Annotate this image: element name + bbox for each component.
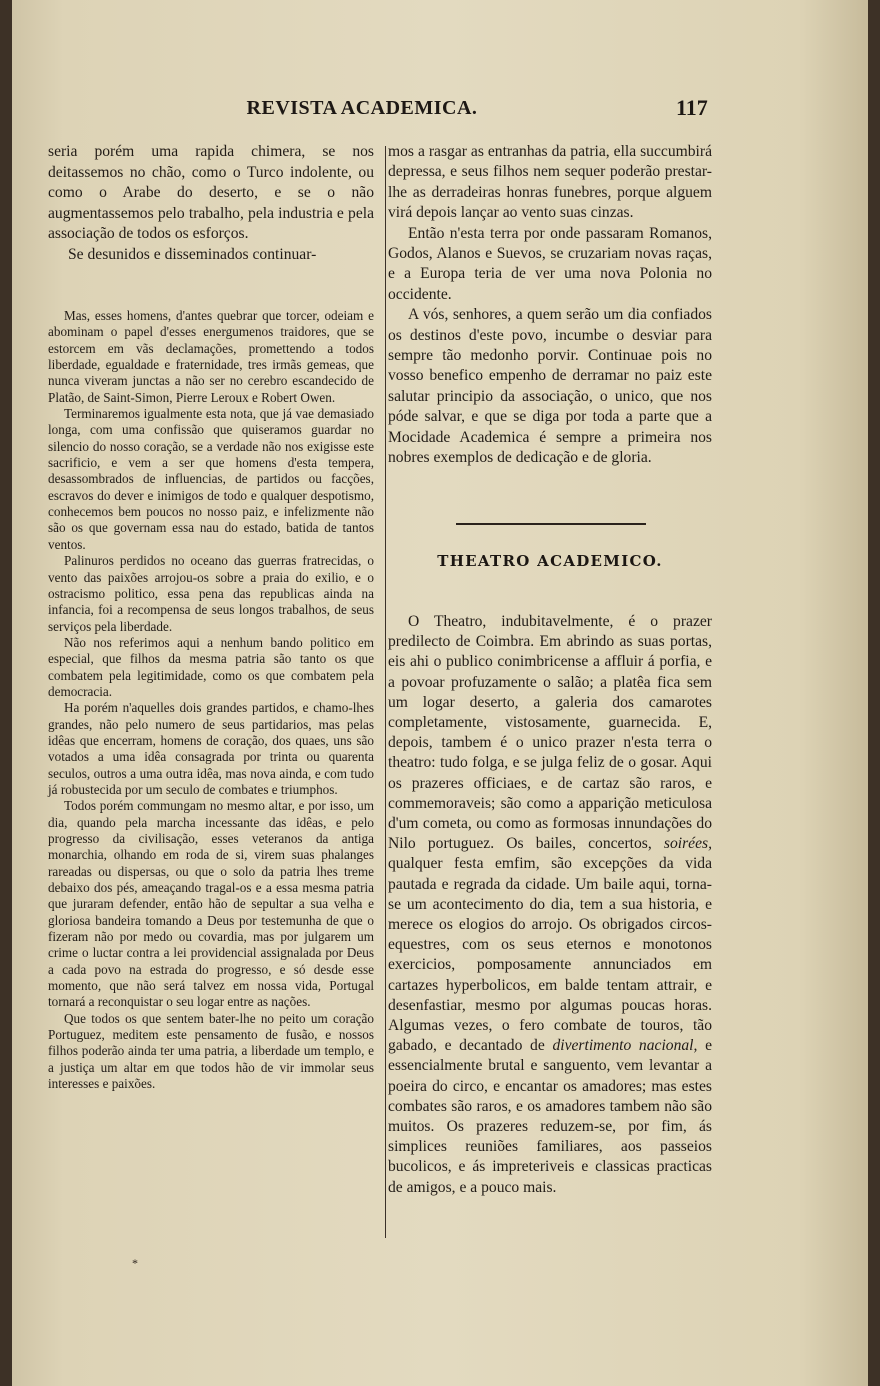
footnote-paragraph: Mas, esses homens, d'antes quebrar que torcer, odeiam e abominam o papel d'esses energumenos traidores, que se estorcem em vãs declamações, promettendo a todos liberdade, egualdade e fraternidade, tres irmãs gemeas, que nunca viveram junctas a não ser no cerebro escandecido de Platão, de Saint-Simon, Pierre Leroux e Robert Owen. — [48, 308, 374, 405]
theatre-article — [388, 612, 712, 1198]
footnote-text — [48, 308, 374, 1093]
paragraph: mos a rasgar as entranhas da patria, ella succumbirá depressa, e seus filhos nem sequer poderão prestar-lhe as derradeiras honras funebres, porque alguem virá depois lançar ao vento suas cinzas. — [388, 143, 712, 222]
column-divider — [385, 146, 386, 1238]
end-asterisk: * — [132, 1256, 138, 1270]
journal-page — [12, 0, 868, 1386]
italic-term: divertimento nacional, — [552, 1037, 698, 1055]
page-number: 117 — [676, 95, 708, 120]
left-column-main-text — [48, 142, 374, 266]
paragraph: seria porém uma rapida chimera, se nos deitassemos no chão, como o Turco indolente, ou como o Arabe do deserto, e se o não augmentassemos pelo trabalho, pela industria e pela associação de todos os esforços. — [48, 143, 374, 243]
footnote-paragraph: Palinuros perdidos no oceano das guerras fratrecidas, o vento das paixões arrojou-os sobre a praia do exilio, e o ostracismo politico, essa pena das republicas ainda na infancia, foi a recompensa de seus longos trabalhos, de seus serviços pela liberdade. — [48, 553, 374, 634]
footnote-paragraph: Todos porém commungam no mesmo altar, e por isso, um dia, quando pela marcha incessante das idêas, e pelo progresso da civilisação, esses veteranos da antiga monarchia, olhando em roda de si, virem suas phalanges rareadas ou dispersas, ou que o solo da patria lhes treme debaixo dos pés, ameaçando tragal-os e a essa mesma patria que juraram defender, então hão de sepultar a sua velha e gloriosa bandeira tomando a Deus por testemunha de que o fizeram não por medo ou covardia, mas por julgarem um crime o luctar contra a lei providencial assignalada por Deus a cada povo na estrada do progresso, e só desde esse momento, que não será talvez em nossa vida, Portugal tornará a reconquistar o seu logar entre as nações. — [48, 798, 374, 1010]
running-header-title: REVISTA ACADEMICA. — [246, 97, 478, 119]
footnote-paragraph: Não nos referimos aqui a nenhum bando politico em especial, que filhos da mesma patria são tanto os que combatem pela legitimidade, como os que combatem pela democracia. — [48, 634, 374, 699]
paragraph: Se desunidos e disseminados continuar- — [68, 245, 317, 263]
text-run: e essencialmente brutal e sanguento, vem levantar a poeira do circo, e encantar os amadores; mas estes combates são raros, e os amadores tambem não são muitos. Os prazeres reduzem-se, por fim, ás simplices reuniões familiares, aos passeios bucolicos, e ás impreteriveis e classicas practicas de amigos, e a pouco mais. — [388, 1037, 712, 1196]
italic-term: soirées, — [663, 835, 712, 853]
footnote-paragraph: Ha porém n'aquelles dois grandes partidos, e chamo-lhes grandes, não pelo numero de seus partidarios, mas pelas idêas que encerram, homens de coração, dos quaes, uns são votados a uma idêa consagrada por trinta ou quarenta seculos, outros a uma outra idêa, mas nova ainda, e com tudo já robustecida por um seculo de combates e triumphos. — [48, 700, 374, 797]
paragraph: A vós, senhores, a quem serão um dia confiados os destinos d'este povo, incumbe o desviar para sempre tão medonho porvir. Continuae pois no vosso benefico empenho de derramar no paiz este salutar principio da associação, o unico, que nos póde salvar, e que se diga por toda a parte que a Mocidade Academica é sempre a primeira nos nobres exemplos de dedicação e de gloria. — [388, 306, 712, 467]
paragraph: Então n'esta terra por onde passaram Romanos, Godos, Alanos e Suevos, se cruzariam novas raças, e a Europa teria de ver uma nova Polonia no occidente. — [388, 224, 712, 303]
section-heading: THEATRO ACADEMICO. — [437, 552, 663, 570]
footnote-paragraph: Que todos os que sentem bater-lhe no peito um coração Portuguez, meditem este pensamento de fusão, e nossos filhos poderão ainda ter uma patria, a liberdade um templo, e a justiça um altar em que todos hão de vir immolar seus interesses e paixões. — [48, 1010, 374, 1092]
paragraph — [388, 612, 712, 1198]
footnote-paragraph: Terminaremos igualmente esta nota, que já vae demasiado longa, com uma confissão que quiseramos guardar no silencio do nosso coração, se a verdade não nos exigisse este sacrificio, e vem a ser que homens d'esta tempera, desassombrados de influencias, de partidos ou facções, escravos do dever e inimigos de todo e qualquer despotismo, conhecemos bem poucos no nosso paiz, e infelizmente não são os que governam essa nau do estado, batida de tantos ventos. — [48, 406, 374, 552]
text-run: O Theatro, indubitavelmente, é o prazer predilecto de Coimbra. Em abrindo as suas portas, eis ahi o publico conimbricense a affluir á porfia, e a povoar profuzamente o salão; a platêa fica sem um logar deserto, a galeria dos camarotes completamente, vistosamente, guarnecida. E, depois, tambem é o unico prazer n'esta terra o theatro: tudo folga, e se julga feliz de o gosar. Aqui os prazeres officiaes, e de cartaz são raros, e commemoraveis; são como a apparição meticulosa d'um cometa, ou como as formosas innundações do Nilo portuguez. Os bailes, concertos, — [388, 613, 712, 853]
section-rule — [456, 523, 646, 525]
right-column-text — [388, 142, 712, 469]
text-run: qualquer festa emfim, são excepções da vida pautada e regrada da cidade. Um baile aqui, torna-se um acontecimento do dia, tem a sua historia, e merece os elogios do arrojo. Os obrigados circos-equestres, com os seus eternos e monotonos exercicios, pomposamente annunciados em cartazes hyperbolicos, em balde tentam attrair, e desenfastiar, mesmo por algumas poucas horas. Algumas vezes, o fero combate de touros, tão gabado, e decantado de — [388, 855, 712, 1055]
